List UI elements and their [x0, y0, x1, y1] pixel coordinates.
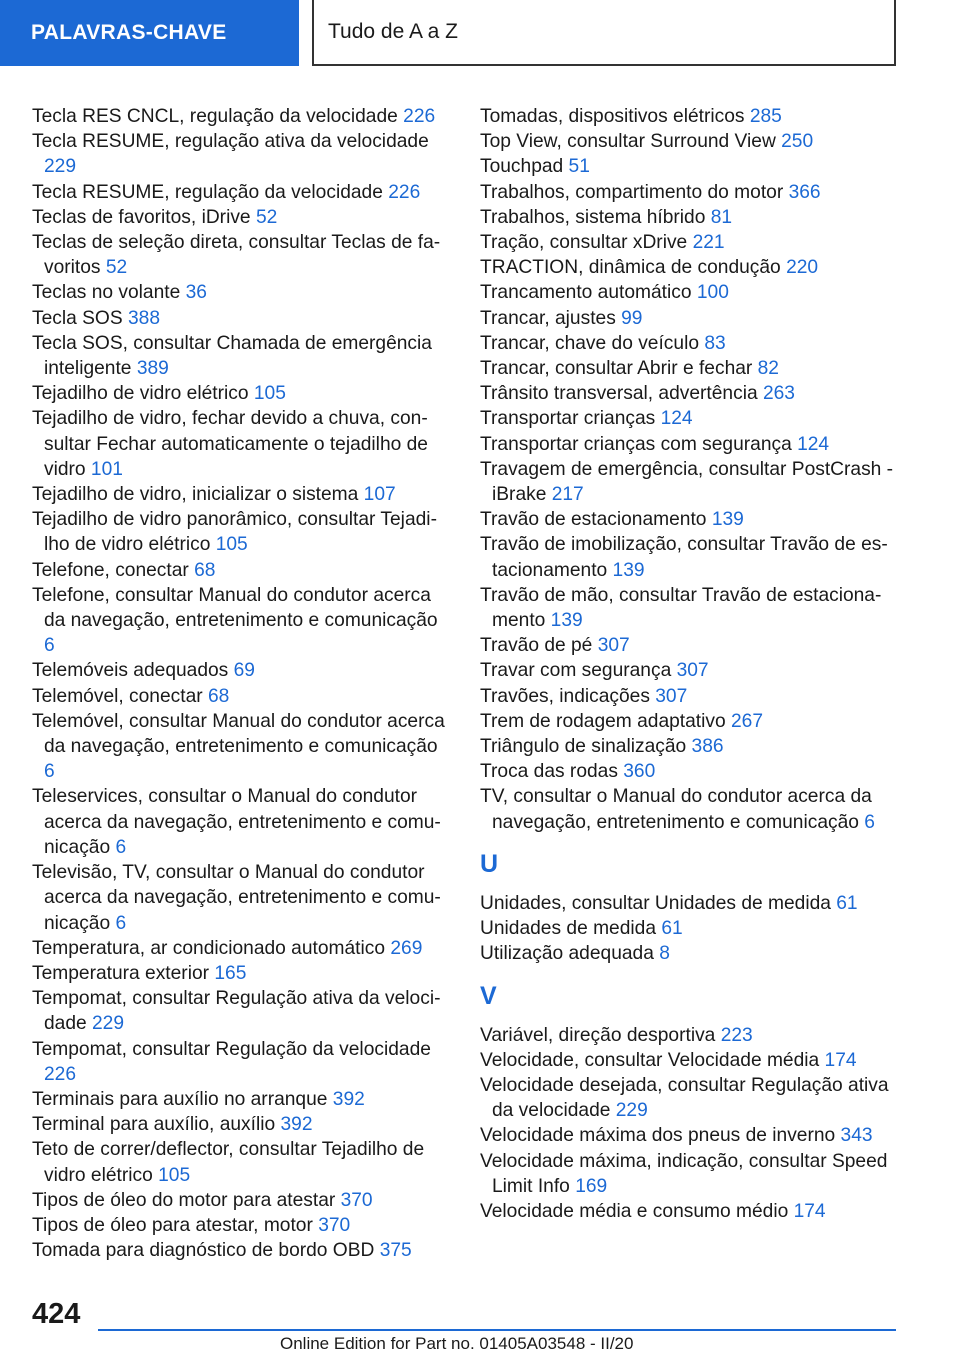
footer-divider — [98, 1329, 896, 1331]
index-entry — [32, 129, 452, 179]
page-reference-link[interactable]: 226 — [388, 181, 421, 203]
index-entry-text: Velocidade desejada, consultar Regulação ativa da velocidade — [480, 1074, 889, 1122]
index-entry — [32, 1213, 452, 1238]
index-entry-text: Travar com segurança — [480, 660, 677, 682]
index-entry-text: Terminais para auxílio no arranque — [32, 1088, 333, 1110]
page-reference-link[interactable]: 105 — [253, 383, 286, 405]
index-entry — [480, 633, 900, 658]
page-reference-link[interactable]: 174 — [824, 1049, 857, 1071]
index-list-v — [480, 1023, 900, 1225]
index-entry-text: Tecla SOS — [32, 307, 128, 329]
index-entry — [480, 255, 900, 280]
index-entry — [32, 280, 452, 305]
page-reference-link[interactable]: 388 — [127, 307, 160, 329]
index-entry-text: Triângulo de sinalização — [480, 736, 692, 758]
page-reference-link[interactable]: 165 — [214, 962, 247, 984]
page-reference-link[interactable]: 6 — [115, 912, 127, 934]
index-entry-text: Trancar, consultar Abrir e fechar — [480, 358, 758, 380]
index-entry — [480, 891, 900, 916]
index-entry-text: Televisão, TV, consultar o Manual do condutor acerca da navegação, entretenimento e comunicação — [32, 862, 441, 934]
index-entry — [480, 1123, 900, 1148]
page-reference-link[interactable]: 8 — [659, 943, 670, 965]
page-reference-link[interactable]: 250 — [781, 131, 814, 153]
index-entry — [480, 104, 900, 129]
index-entry-text: Telemóvel, consultar Manual do condutor acerca da navegação, entretenimento e comunicação — [32, 710, 445, 758]
page-reference-link[interactable]: 370 — [340, 1189, 373, 1211]
page-reference-link[interactable]: 307 — [597, 635, 630, 657]
index-entry-text: Terminal para auxílio, auxílio — [32, 1114, 281, 1136]
index-entry-text: Teclas no volante — [32, 282, 186, 304]
index-entry-text: Trancar, ajustes — [480, 307, 622, 329]
page-reference-link[interactable]: 6 — [115, 836, 127, 858]
index-entry-text: Tempomat, consultar Regulação da velocidade — [32, 1038, 431, 1060]
index-entry — [32, 1188, 452, 1213]
index-entry — [32, 1087, 452, 1112]
index-entry — [480, 658, 900, 683]
page-reference-link[interactable]: 386 — [691, 736, 724, 758]
page-reference-link[interactable]: 267 — [731, 710, 764, 732]
index-entry-text: Tecla RES CNCL, regulação da velocidade — [32, 106, 404, 127]
index-entry-text: Telemóveis adequados — [32, 660, 234, 682]
index-entry-text: Transportar crianças — [480, 408, 661, 430]
page-reference-link[interactable]: 82 — [757, 358, 779, 380]
index-entry — [480, 1023, 900, 1048]
page-reference-link[interactable]: 226 — [44, 1063, 77, 1085]
page-reference-link[interactable]: 169 — [575, 1175, 608, 1197]
index-entry — [32, 482, 452, 507]
page-reference-link[interactable]: 69 — [233, 660, 255, 682]
page-reference-link[interactable]: 229 — [615, 1100, 648, 1122]
index-entry — [32, 306, 452, 331]
page-reference-link[interactable]: 105 — [158, 1164, 191, 1186]
page-reference-link[interactable]: 51 — [568, 156, 590, 178]
page-reference-link[interactable]: 139 — [550, 610, 583, 632]
index-entry-text: Travagem de emergência, consultar PostCrash - iBrake — [480, 458, 894, 506]
index-entry-text: TV, consultar o Manual do condutor acerca da navegação, entretenimento e comunicação — [480, 786, 872, 833]
index-entry-text: Tecla SOS, consultar Chamada de emergência inteligente — [32, 332, 432, 380]
index-entry — [480, 230, 900, 255]
index-entry-text: Tempomat, consultar Regulação ativa da velocidade — [32, 988, 441, 1035]
page-reference-link[interactable]: 139 — [612, 559, 645, 581]
index-entry-text: Telemóvel, conectar — [32, 685, 208, 707]
page-reference-link[interactable]: 105 — [215, 534, 248, 556]
index-entry-text: Tecla RESUME, regulação ativa da velocidade — [32, 131, 429, 153]
index-entry-text: Travão de mão, consultar Travão de estacionamento — [480, 584, 882, 632]
index-entry — [480, 381, 900, 406]
section-letter-u: U — [480, 849, 499, 878]
index-entry-text: Utilização adequada — [480, 943, 660, 965]
page-reference-link[interactable]: 229 — [44, 156, 77, 178]
index-entry — [480, 457, 900, 507]
index-entry-text: Travão de pé — [480, 635, 598, 657]
index-entry-text: Tejadilho de vidro, fechar devido a chuva, consultar Fechar automaticamente o tejadilho de vidro — [32, 408, 428, 480]
page-reference-link[interactable]: 99 — [621, 307, 643, 329]
index-entry — [480, 432, 900, 457]
page-reference-link[interactable]: 229 — [92, 1013, 125, 1035]
index-entry — [480, 154, 900, 179]
index-entry-text: Tomada para diagnóstico de bordo OBD — [32, 1240, 380, 1262]
index-entry — [32, 583, 452, 659]
page-reference-link[interactable]: 392 — [332, 1088, 365, 1110]
index-entry — [32, 406, 452, 482]
index-entry — [32, 558, 452, 583]
index-entry — [32, 684, 452, 709]
index-entry — [480, 180, 900, 205]
index-entry-text: Tejadilho de vidro panorâmico, consultar Tejadilho de vidro elétrico — [32, 509, 437, 556]
index-entry — [32, 1238, 452, 1263]
index-column-left — [32, 104, 452, 1263]
index-entry — [32, 1112, 452, 1137]
index-entry — [480, 941, 900, 966]
index-entry-text: Travões, indicações — [480, 685, 656, 707]
index-entry — [480, 205, 900, 230]
index-entry — [480, 583, 900, 633]
index-entry-text: Tipos de óleo do motor para atestar — [32, 1189, 341, 1211]
page-reference-link[interactable]: 307 — [655, 685, 688, 707]
index-entry — [32, 180, 452, 205]
index-entry — [480, 1149, 900, 1199]
page-reference-link[interactable]: 370 — [318, 1214, 351, 1236]
index-entry-text: Telefone, conectar — [32, 559, 195, 581]
index-entry-text: TRACTION, dinâmica de condução — [480, 257, 787, 279]
page-reference-link[interactable]: 366 — [788, 181, 821, 203]
index-entry — [32, 205, 452, 230]
index-entry — [480, 306, 900, 331]
index-entry-text: Tejadilho de vidro elétrico — [32, 383, 254, 405]
index-entry — [480, 507, 900, 532]
index-entry-text: Tecla RESUME, regulação da velocidade — [32, 181, 389, 203]
page-reference-link[interactable]: 226 — [403, 106, 436, 127]
index-entry-text: Tomadas, dispositivos elétricos — [480, 106, 750, 127]
page-reference-link[interactable]: 52 — [105, 257, 128, 279]
index-entry — [480, 1048, 900, 1073]
page-reference-link[interactable]: 61 — [836, 892, 858, 914]
page-reference-link[interactable]: 6 — [44, 635, 55, 657]
index-entry-text: Trancamento automático — [480, 282, 697, 304]
index-entry — [480, 1073, 900, 1123]
index-entry — [32, 961, 452, 986]
page-reference-link[interactable]: 68 — [194, 559, 216, 581]
section-letter-v: V — [480, 981, 497, 1010]
index-entry-text: Teto de correr/deflector, consultar Tejadilho de vidro elétrico — [32, 1139, 425, 1186]
index-entry-text: Trem de rodagem adaptativo — [480, 710, 731, 732]
index-entry-text: Trabalhos, sistema híbrido — [480, 206, 711, 228]
index-entry — [480, 280, 900, 305]
page-reference-link[interactable]: 6 — [44, 761, 55, 783]
index-entry — [480, 1199, 900, 1224]
index-entry-text: Teclas de seleção direta, consultar Teclas de favoritos — [32, 232, 441, 279]
index-entry — [32, 104, 452, 129]
index-entry — [32, 709, 452, 785]
index-entry-text: Temperatura, ar condicionado automático — [32, 937, 391, 959]
page-reference-link[interactable]: 124 — [660, 408, 693, 430]
page-reference-link[interactable]: 389 — [136, 358, 169, 380]
page-reference-link[interactable]: 285 — [749, 106, 782, 127]
index-list-u — [480, 891, 900, 967]
index-entry-text: Velocidade máxima dos pneus de inverno — [480, 1125, 841, 1147]
index-entry — [480, 684, 900, 709]
index-entry-text: Teleservices, consultar o Manual do condutor acerca da navegação, entretenimento e comunicação — [32, 786, 441, 858]
page-reference-link[interactable]: 61 — [661, 918, 683, 940]
index-list-t — [480, 104, 900, 835]
page-reference-link[interactable]: 217 — [551, 484, 584, 506]
index-entry — [480, 356, 900, 381]
index-entry-text: Troca das rodas — [480, 761, 624, 783]
index-entry — [32, 860, 452, 936]
index-entry — [480, 129, 900, 154]
index-entry — [480, 734, 900, 759]
page-reference-link[interactable]: 52 — [255, 206, 278, 228]
index-entry-text: Tração, consultar xDrive — [480, 232, 693, 254]
index-entry-text: Tejadilho de vidro, inicializar o sistema — [32, 484, 364, 506]
index-entry — [32, 1137, 452, 1187]
index-entry-text: Transportar crianças com segurança — [480, 433, 798, 455]
index-entry-text: Velocidade, consultar Velocidade média — [480, 1049, 825, 1071]
index-entry — [32, 1037, 452, 1087]
index-entry-text: Unidades, consultar Unidades de medida — [480, 892, 837, 914]
index-entry-text: Trabalhos, compartimento do motor — [480, 181, 789, 203]
page-reference-link[interactable]: 100 — [696, 282, 729, 304]
page-reference-link[interactable]: 139 — [711, 509, 744, 531]
edition-info: Online Edition for Part no. 01405A03548 - II/20 — [280, 1334, 634, 1353]
page-reference-link[interactable]: 307 — [676, 660, 709, 682]
index-entry-text: Trancar, chave do veículo — [480, 332, 705, 354]
index-entry — [32, 784, 452, 860]
tab-keywords[interactable]: PALAVRAS-CHAVE — [0, 0, 299, 66]
page-reference-link[interactable]: 6 — [864, 811, 875, 833]
page-number: 424 — [32, 1298, 81, 1330]
page-reference-link[interactable]: 392 — [280, 1114, 313, 1136]
index-entry — [32, 936, 452, 961]
tab-a-to-z[interactable]: Tudo de A a Z — [312, 0, 896, 66]
page-reference-link[interactable]: 107 — [363, 484, 396, 506]
page-header — [0, 0, 960, 66]
index-entry-text: Top View, consultar Surround View — [480, 131, 782, 153]
page-reference-link[interactable]: 375 — [379, 1240, 412, 1262]
page-reference-link[interactable]: 263 — [762, 383, 795, 405]
index-entry-text: Velocidade máxima, indicação, consultar Speed Limit Info — [480, 1150, 888, 1197]
index-entry — [32, 658, 452, 683]
index-entry — [32, 381, 452, 406]
index-entry-text: Unidades de medida — [480, 918, 662, 940]
page-reference-link[interactable]: 223 — [720, 1024, 753, 1046]
index-entry — [32, 331, 452, 381]
page-reference-link[interactable]: 220 — [786, 257, 819, 279]
page-reference-link[interactable]: 360 — [623, 761, 656, 783]
index-entry — [32, 507, 452, 557]
index-entry-text: Travão de estacionamento — [480, 509, 712, 531]
index-entry — [480, 759, 900, 784]
index-entry-text: Velocidade média e consumo médio — [480, 1200, 794, 1222]
index-entry — [32, 986, 452, 1036]
index-entry — [480, 331, 900, 356]
page-reference-link[interactable]: 221 — [692, 232, 725, 254]
index-entry-text: Telefone, consultar Manual do condutor acerca da navegação, entretenimento e comunicação — [32, 584, 438, 632]
index-entry-text: Teclas de favoritos, iDrive — [32, 206, 256, 228]
index-entry — [480, 784, 900, 834]
index-entry — [480, 709, 900, 734]
index-column-right — [480, 104, 900, 1224]
page-reference-link[interactable]: 68 — [207, 685, 230, 707]
index-entry — [480, 532, 900, 582]
index-entry-text: Temperatura exterior — [32, 962, 215, 984]
page-reference-link[interactable]: 343 — [840, 1125, 873, 1147]
page-reference-link[interactable]: 81 — [710, 206, 733, 228]
page-reference-link[interactable]: 83 — [704, 332, 726, 354]
index-entry-text: Travão de imobilização, consultar Travão de estacionamento — [480, 534, 888, 581]
page-reference-link[interactable]: 269 — [390, 937, 423, 959]
index-entry-text: Variável, direção desportiva — [480, 1024, 721, 1046]
index-entry-text: Trânsito transversal, advertência — [480, 383, 763, 405]
page-reference-link[interactable]: 174 — [793, 1200, 826, 1222]
index-entry-text: Touchpad — [480, 156, 569, 178]
page-reference-link[interactable]: 124 — [797, 433, 830, 455]
index-entry-text: Tipos de óleo para atestar, motor — [32, 1214, 319, 1236]
page-reference-link[interactable]: 36 — [185, 282, 207, 304]
page-reference-link[interactable]: 101 — [90, 458, 123, 480]
index-entry — [480, 916, 900, 941]
index-entry — [32, 230, 452, 280]
index-entry — [480, 406, 900, 431]
